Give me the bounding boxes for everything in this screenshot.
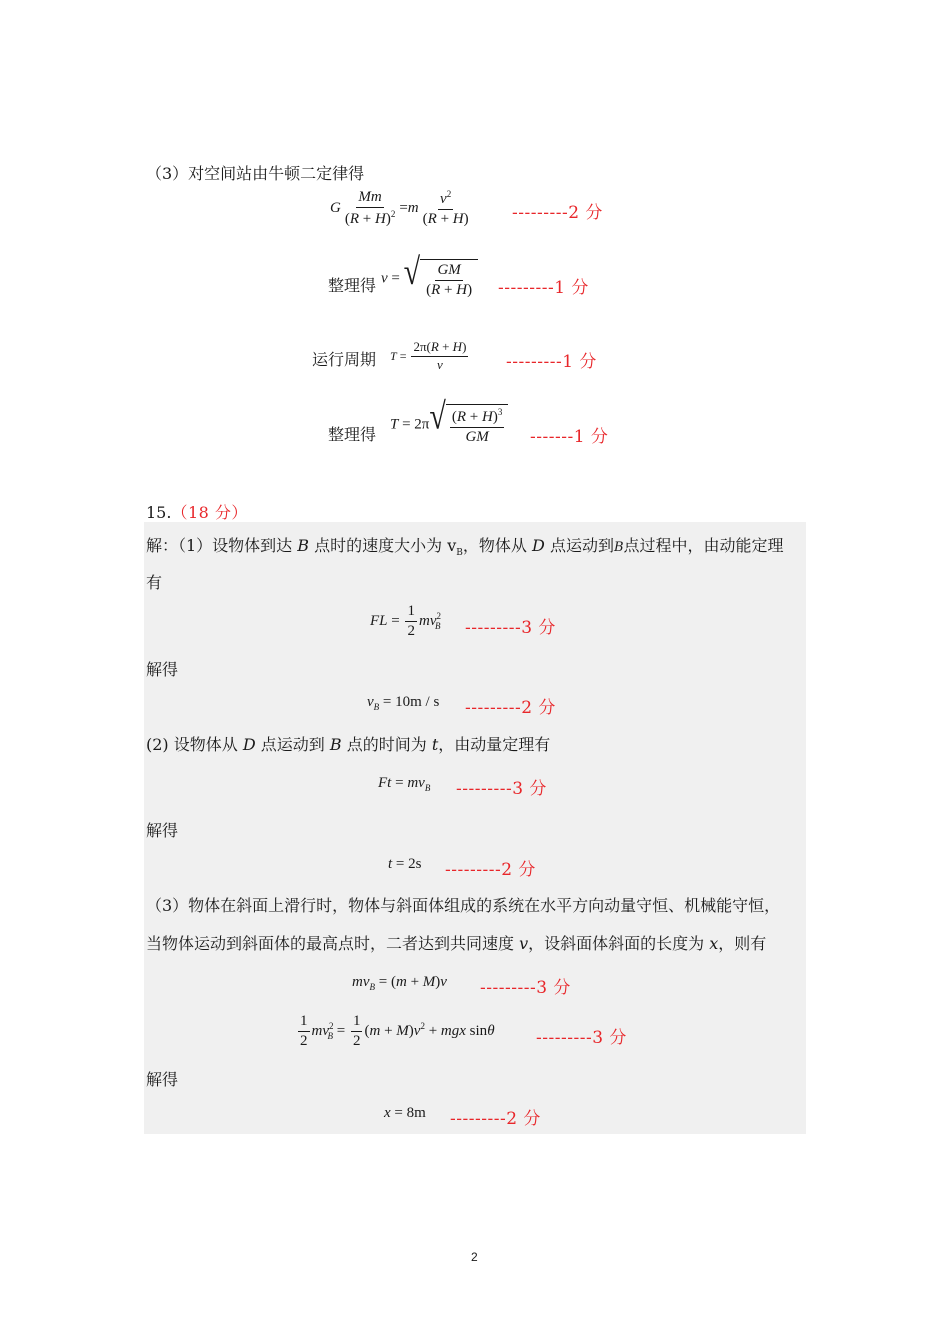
equation-energy-conservation: $\frac{1}{2}$ $mv^2_B$ = $\frac{1}{2}$ $(m + M)v^2$ + mgx sinθ: [300, 1013, 495, 1050]
solution-part3-line2: 当物体运动到斜面体的最高点时，二者达到共同速度 v，设斜面体斜面的长度为 x，则有: [146, 934, 767, 953]
equation-momentum-conservation: $mv_B = (m + M)v$: [352, 974, 447, 992]
solution-part1-intro: 解：（1）设物体到达 B 点时的速度大小为 $v_B$，物体从 D 点运动到B点过程中，由动能定理: [146, 536, 784, 559]
equation-velocity: v = √ $\frac{GM}{(R + H)}$: [381, 259, 478, 300]
solve-label-2: 解得: [146, 821, 179, 840]
solve-label-1: 解得: [146, 660, 179, 679]
equation-x-result: x = 8m: [384, 1105, 426, 1121]
score-eq8: ---------2 分: [445, 860, 536, 880]
score-eq1: ---------2 分: [512, 203, 603, 223]
equation-t-result: t = 2s: [388, 856, 422, 872]
part3-heading: （3）对空间站由牛顿二定律得: [146, 164, 365, 183]
eq3-label: 运行周期: [312, 350, 377, 369]
eq4-label: 整理得: [328, 425, 377, 444]
score-eq5: ---------3 分: [465, 618, 556, 638]
score-eq9: ---------3 分: [480, 978, 571, 998]
solution-part2-intro: (2) 设物体从 D 点运动到 B 点的时间为 t，由动量定理有: [146, 735, 551, 754]
score-eq6: ---------2 分: [465, 698, 556, 718]
equation-period-final: T = 2π √ $\frac{(R + H)^3}{GM}$: [390, 404, 508, 447]
equation-impulse: $Ft = mv_B$: [378, 775, 431, 793]
score-eq4: -------1 分: [530, 427, 609, 447]
solution-part3-line1: （3）物体在斜面上滑行时，物体与斜面体组成的系统在水平方向动量守恒、机械能守恒，: [146, 896, 781, 915]
equation-work-energy: FL = $\frac{1}{2}$ $mv^2_B$: [370, 603, 441, 640]
equation-period: T = $\frac{2\pi(R + H)}{v}$: [390, 339, 467, 372]
score-eq3: ---------1 分: [506, 352, 597, 372]
page-number: 2: [471, 1250, 478, 1264]
eq2-label: 整理得: [328, 276, 377, 295]
question-15-heading: [146, 500, 248, 523]
question-number: 15.: [146, 503, 172, 522]
solution-part1-line2: 有: [146, 573, 163, 592]
score-eq7: ---------3 分: [456, 779, 547, 799]
question-points: （18 分）: [171, 503, 248, 522]
score-eq11: ---------2 分: [450, 1109, 541, 1129]
equation-vb-result: $v_B = 10m / s$: [367, 694, 440, 712]
score-eq2: ---------1 分: [498, 278, 589, 298]
score-eq10: ---------3 分: [536, 1028, 627, 1048]
solve-label-3: 解得: [146, 1070, 179, 1089]
equation-gravity-centripetal: G $\frac{Mm}{(R + H)^2}$ =m $\frac{v^2}{(R + H)}$: [330, 189, 469, 228]
